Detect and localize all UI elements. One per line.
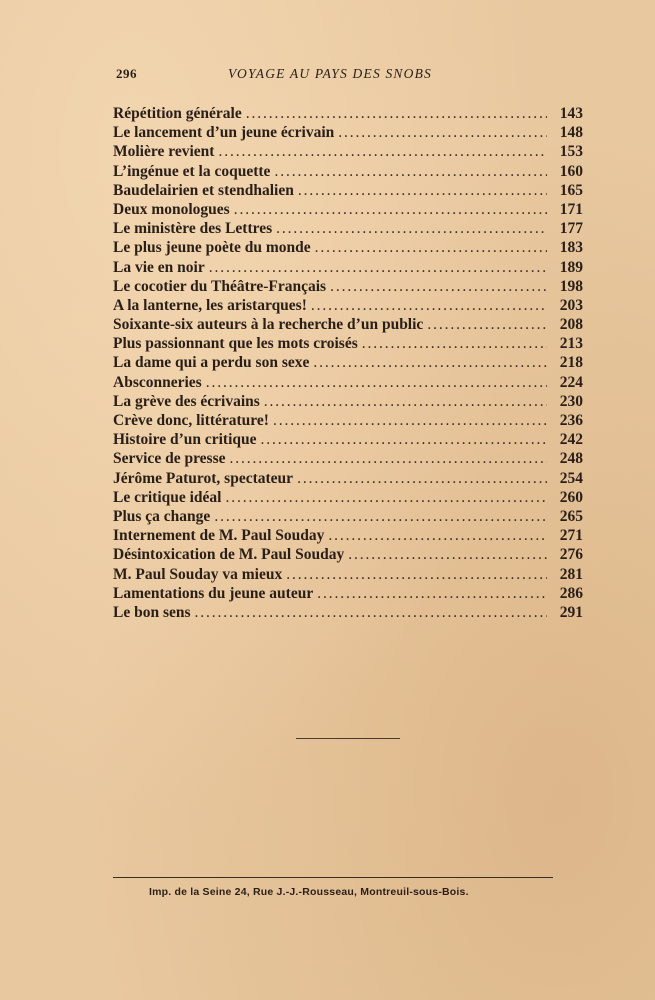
toc-entry bbox=[113, 219, 583, 238]
toc-entry-title: L’ingénue et la coquette bbox=[113, 162, 271, 180]
toc-entry bbox=[113, 258, 583, 277]
toc-entry-page: 160 bbox=[559, 162, 583, 180]
toc-entry bbox=[113, 238, 583, 257]
toc-entry bbox=[113, 469, 583, 488]
toc-entry-page: 276 bbox=[559, 546, 583, 564]
toc-entry bbox=[113, 488, 583, 507]
toc-entry bbox=[113, 104, 583, 123]
toc-entry bbox=[113, 277, 583, 296]
toc-entry bbox=[113, 430, 583, 449]
toc-entry-page: 153 bbox=[559, 143, 583, 161]
toc-entry-page: 203 bbox=[559, 296, 583, 314]
dot-leader bbox=[315, 238, 547, 257]
toc-entry bbox=[113, 181, 583, 200]
toc-entry bbox=[113, 123, 583, 142]
running-head bbox=[116, 66, 582, 86]
toc-entry-title: Crève donc, littérature! bbox=[113, 412, 269, 429]
toc-entry-title: Histoire d’un critique bbox=[113, 431, 257, 449]
toc-entry bbox=[113, 584, 583, 603]
toc-entry-title: Répétition générale bbox=[113, 105, 242, 122]
toc-entry bbox=[113, 411, 583, 430]
toc-entry-page: 260 bbox=[559, 488, 583, 506]
toc-entry bbox=[113, 545, 583, 564]
dot-leader bbox=[226, 488, 548, 507]
toc-entry bbox=[113, 353, 583, 372]
toc-entry bbox=[113, 162, 583, 181]
toc-entry bbox=[113, 507, 583, 526]
dot-leader bbox=[195, 603, 547, 622]
dot-leader bbox=[209, 258, 547, 277]
dot-leader bbox=[297, 469, 547, 488]
toc-entry-title: Le ministère des Lettres bbox=[113, 220, 273, 238]
dot-leader bbox=[276, 219, 547, 238]
toc-entry-title: Le critique idéal bbox=[113, 488, 222, 506]
dot-leader bbox=[261, 430, 547, 449]
dot-leader bbox=[234, 200, 547, 219]
toc-entry bbox=[113, 603, 583, 622]
toc-entry-page: 224 bbox=[559, 373, 583, 391]
toc-entry bbox=[113, 373, 583, 392]
dot-leader bbox=[246, 104, 547, 123]
running-title: VOYAGE AU PAYS DES SNOBS bbox=[228, 66, 432, 81]
dot-leader bbox=[298, 181, 547, 200]
toc-entry-page: 242 bbox=[559, 431, 583, 449]
toc-entry-page: 189 bbox=[559, 258, 583, 276]
toc-entry-title: Désintoxication de M. Paul Souday bbox=[113, 546, 345, 564]
toc-entry-page: 236 bbox=[559, 412, 583, 429]
toc-entry-page: 213 bbox=[559, 335, 583, 353]
toc-entry bbox=[113, 142, 583, 161]
toc-entry bbox=[113, 334, 583, 353]
dot-leader bbox=[427, 315, 547, 334]
toc-entry-title: Le bon sens bbox=[113, 603, 191, 621]
dot-leader bbox=[362, 334, 547, 353]
toc-entry-title: M. Paul Souday va mieux bbox=[113, 565, 283, 583]
toc-entry-title: Le lancement d’un jeune écrivain bbox=[113, 124, 335, 142]
toc-entry-title: Plus ça change bbox=[113, 507, 211, 525]
toc-entry-title: Lamentations du jeune auteur bbox=[113, 584, 314, 602]
toc-entry-page: 230 bbox=[559, 392, 583, 410]
dot-leader bbox=[273, 411, 547, 430]
toc-entry-page: 286 bbox=[559, 584, 583, 602]
dot-leader bbox=[330, 277, 547, 296]
toc-entry-page: 265 bbox=[559, 507, 583, 525]
toc-entry-title: La grève des écrivains bbox=[113, 392, 260, 410]
toc-entry bbox=[113, 296, 583, 315]
dot-leader bbox=[311, 296, 547, 315]
dot-leader bbox=[274, 162, 547, 181]
toc-entry-title: A la lanterne, les aristarques! bbox=[113, 296, 307, 314]
footer-rule bbox=[113, 877, 553, 878]
section-divider bbox=[296, 738, 400, 739]
toc-entry-page: 183 bbox=[559, 239, 583, 257]
toc-entry-page: 208 bbox=[559, 316, 583, 334]
dot-leader bbox=[317, 584, 547, 603]
dot-leader bbox=[264, 392, 547, 411]
toc-entry-title: Deux monologues bbox=[113, 200, 230, 218]
toc-entry-page: 218 bbox=[559, 354, 583, 372]
toc-entry-page: 177 bbox=[559, 220, 583, 238]
toc-entry bbox=[113, 449, 583, 468]
dot-leader bbox=[313, 353, 547, 372]
toc-entry bbox=[113, 315, 583, 334]
toc-entry-page: 248 bbox=[559, 450, 583, 468]
toc-entry-page: 143 bbox=[559, 105, 583, 122]
toc-entry-title: Plus passionnant que les mots croisés bbox=[113, 335, 358, 353]
toc-entry bbox=[113, 392, 583, 411]
toc-entry-page: 281 bbox=[559, 565, 583, 583]
dot-leader bbox=[218, 142, 547, 161]
toc-entry-title: Baudelairien et stendhalien bbox=[113, 181, 294, 199]
toc-entry-title: La dame qui a perdu son sexe bbox=[113, 354, 310, 372]
toc-entry-title: Absconneries bbox=[113, 373, 202, 391]
dot-leader bbox=[206, 373, 547, 392]
toc-entry-page: 165 bbox=[559, 181, 583, 199]
dot-leader bbox=[328, 526, 547, 545]
toc-entry-page: 148 bbox=[559, 124, 583, 142]
dot-leader bbox=[286, 565, 547, 584]
toc-entry-page: 271 bbox=[559, 527, 583, 545]
toc-entry-title: La vie en noir bbox=[113, 258, 205, 276]
dot-leader bbox=[230, 449, 548, 468]
table-of-contents bbox=[113, 104, 583, 622]
toc-entry-title: Internement de M. Paul Souday bbox=[113, 527, 325, 545]
toc-entry-page: 171 bbox=[559, 200, 583, 218]
toc-entry-title: Le plus jeune poète du monde bbox=[113, 239, 311, 257]
toc-entry-title: Soixante-six auteurs à la recherche d’un public bbox=[113, 316, 424, 334]
page-number: 296 bbox=[116, 66, 137, 81]
dot-leader bbox=[214, 507, 547, 526]
dot-leader bbox=[348, 545, 547, 564]
toc-entry-title: Jérôme Paturot, spectateur bbox=[113, 469, 294, 487]
toc-entry-page: 291 bbox=[559, 603, 583, 621]
toc-entry-title: Molière revient bbox=[113, 143, 215, 161]
printer-imprint: Imp. de la Seine 24, Rue J.-J.-Rousseau, Montreuil-sous-Bois. bbox=[149, 886, 469, 898]
toc-entry bbox=[113, 565, 583, 584]
toc-entry-title: Service de presse bbox=[113, 450, 226, 468]
dot-leader bbox=[338, 123, 547, 142]
toc-entry-title: Le cocotier du Théâtre-Français bbox=[113, 277, 327, 295]
toc-entry bbox=[113, 200, 583, 219]
toc-entry-page: 198 bbox=[559, 277, 583, 295]
toc-entry bbox=[113, 526, 583, 545]
toc-entry-page: 254 bbox=[559, 469, 583, 487]
